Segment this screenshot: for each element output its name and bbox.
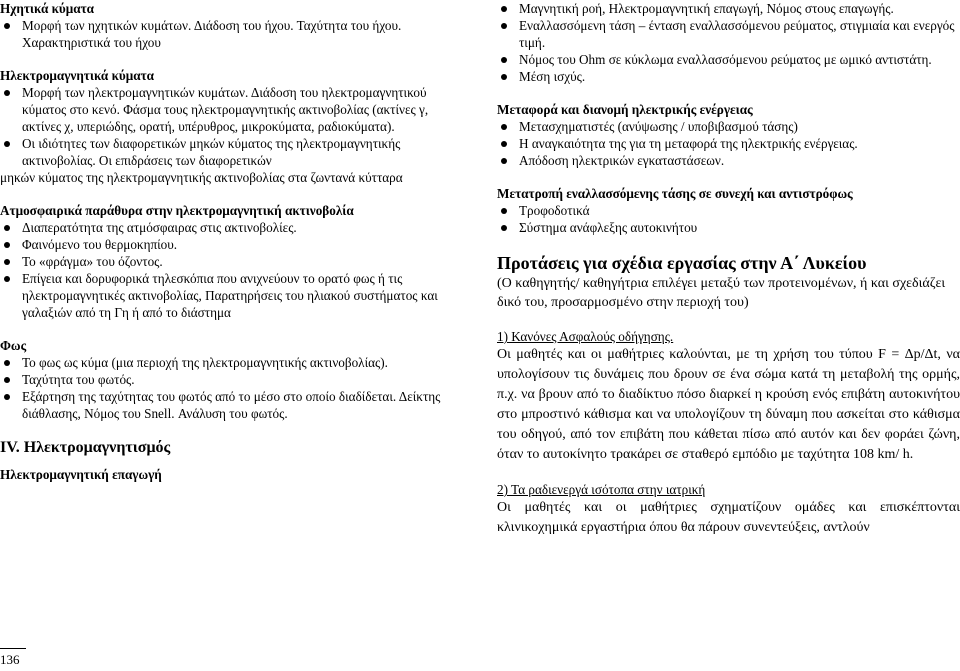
list-item: Οι ιδιότητες των διαφορετικών μηκών κύματος της ηλεκτρομαγνητικής ακτινοβολίας. Οι επιδράσεις των διαφορετικών [0, 135, 466, 169]
list-item: Νόμος του Ohm σε κύκλωμα εναλλασσόμενου ρεύματος με ωμικό αντιστάτη. [497, 51, 960, 68]
project-description: Οι μαθητές και οι μαθήτριες σχηματίζουν ομάδες και επισκέπτονται κλινικοχημικά εργαστήρια όπου θα πάρουν συνεντεύξεις, αντλούν [497, 500, 960, 535]
section-title: Φως [0, 338, 27, 353]
list-item: Τροφοδοτικά [497, 202, 960, 219]
section-title: Ηχητικά κύματα [0, 1, 95, 16]
bullet-list [497, 202, 960, 236]
list-item: Η αναγκαιότητα της για τη μεταφορά της ηλεκτρικής ενέργειας. [497, 135, 960, 152]
bullet-list [497, 0, 960, 85]
list-item: Μορφή των ηλεκτρομαγνητικών κυμάτων. Διάδοση του ηλεκτρομαγνητικού κύματος στο κενό. Φάσμα τους ηλεκτρομαγνητικής ακτινοβολίας (ακτίνες γ, ακτίνες χ, υπεριώδης, ορατή, υπέρυθρος, μικροκύματα, ραδιοκύματα). [0, 84, 466, 135]
list-item: Διαπερατότητα της ατμόσφαιρας στις ακτινοβολίες. [0, 219, 466, 236]
project-description: Οι μαθητές και οι μαθήτριες καλούνται, με τη χρήση του τύπου F = Δp/Δt, να υπολογίσουν τις δυνάμεις που δρουν σε ένα σώμα κατά τη μεταβολή της ορμής, π.χ. να βρουν από το διαδίκτυο πόσο διαρκεί η κρούση ενός επιβάτη αυτοκινήτου στο μπροστινό κάθισμα και να υπολογίζουν τη δύναμη που ασκείται στο κάθισμα του οδηγού, από τον επιβάτη που κάθεται πίσω από αυτόν και δεν φοράει ζώνη, όταν το αυτοκίνητο τρακάρει σε σταθερό εμπόδιο με ταχύτητα 108 km/ h. [497, 347, 960, 462]
proposals-title: Προτάσεις για σχέδια εργασίας στην Α΄ Λυκείου [497, 253, 867, 273]
bullet-list [0, 84, 466, 169]
list-item: Σύστημα ανάφλεξης αυτοκινήτου [497, 219, 960, 236]
list-item: Μορφή των ηχητικών κυμάτων. Διάδοση του ήχου. Ταχύτητα του ήχου. Χαρακτηριστικά του ήχου [0, 17, 466, 51]
right-column [497, 0, 960, 538]
section-title: Μετατροπή εναλλασσόμενης τάσης σε συνεχή και αντιστρόφως [497, 186, 853, 201]
section-title: Μεταφορά και διανομή ηλεκτρικής ενέργειας [497, 102, 753, 117]
list-item: Ταχύτητα του φωτός. [0, 371, 466, 388]
list-item: Φαινόμενο του θερμοκηπίου. [0, 236, 466, 253]
project-title: 1) Κανόνες Ασφαλούς οδήγησης. [497, 329, 674, 344]
list-item: Μαγνητική ροή, Ηλεκτρομαγνητική επαγωγή, Νόμος στους επαγωγής. [497, 0, 960, 17]
project-title: 2) Τα ραδιενεργά ισότοπα στην ιατρική [497, 482, 706, 497]
bullet-list [0, 219, 466, 321]
proposals-subtitle: (Ο καθηγητής/ καθηγήτρια επιλέγει μεταξύ των προτεινομένων, ή και σχεδιάζει δικό του, προσαρμοσμένο στην περιοχή του) [497, 276, 946, 310]
chapter-title: IV. Ηλεκτρομαγνητισμός [0, 439, 171, 456]
list-item: Επίγεια και δορυφορικά τηλεσκόπια που ανιχνεύουν το ορατό φως ή τις ηλεκτρομαγνητικές ακτινοβολίας, Παρατηρήσεις του ηλιακού συστήματος και γαλαξιών από τη Γη ή από το διάστημα [0, 270, 466, 321]
list-item: Το «φράγμα» του όζοντος. [0, 253, 466, 270]
paragraph: μηκών κύματος της ηλεκτρομαγνητικής ακτινοβολίας στα ζωντανά κύτταρα [0, 170, 403, 185]
footnote-rule [0, 648, 26, 649]
bullet-list [497, 118, 960, 169]
list-item: Μέση ισχύς. [497, 68, 960, 85]
section-title: Ατμοσφαιρικά παράθυρα στην ηλεκτρομαγνητική ακτινοβολία [0, 203, 354, 218]
section-title: Ηλεκτρομαγνητικά κύματα [0, 68, 155, 83]
bullet-list [0, 17, 466, 51]
list-item: Εναλλασσόμενη τάση – ένταση εναλλασσόμενου ρεύματος, στιγμιαία και ενεργός τιμή. [497, 17, 960, 51]
list-item: Απόδοση ηλεκτρικών εγκαταστάσεων. [497, 152, 960, 169]
page-number: 136 [0, 652, 20, 667]
list-item: Εξάρτηση της ταχύτητας του φωτός από το μέσο στο οποίο διαδίδεται. Δείκτης διάθλασης, Νόμος του Snell. Ανάλυση του φωτός. [0, 388, 466, 422]
left-column [0, 0, 466, 483]
bullet-list [0, 354, 466, 422]
list-item: Μετασχηματιστές (ανύψωσης / υποβιβασμού τάσης) [497, 118, 960, 135]
section-title: Ηλεκτρομαγνητική επαγωγή [0, 467, 162, 482]
list-item: Το φως ως κύμα (μια περιοχή της ηλεκτρομαγνητικής ακτινοβολίας). [0, 354, 466, 371]
